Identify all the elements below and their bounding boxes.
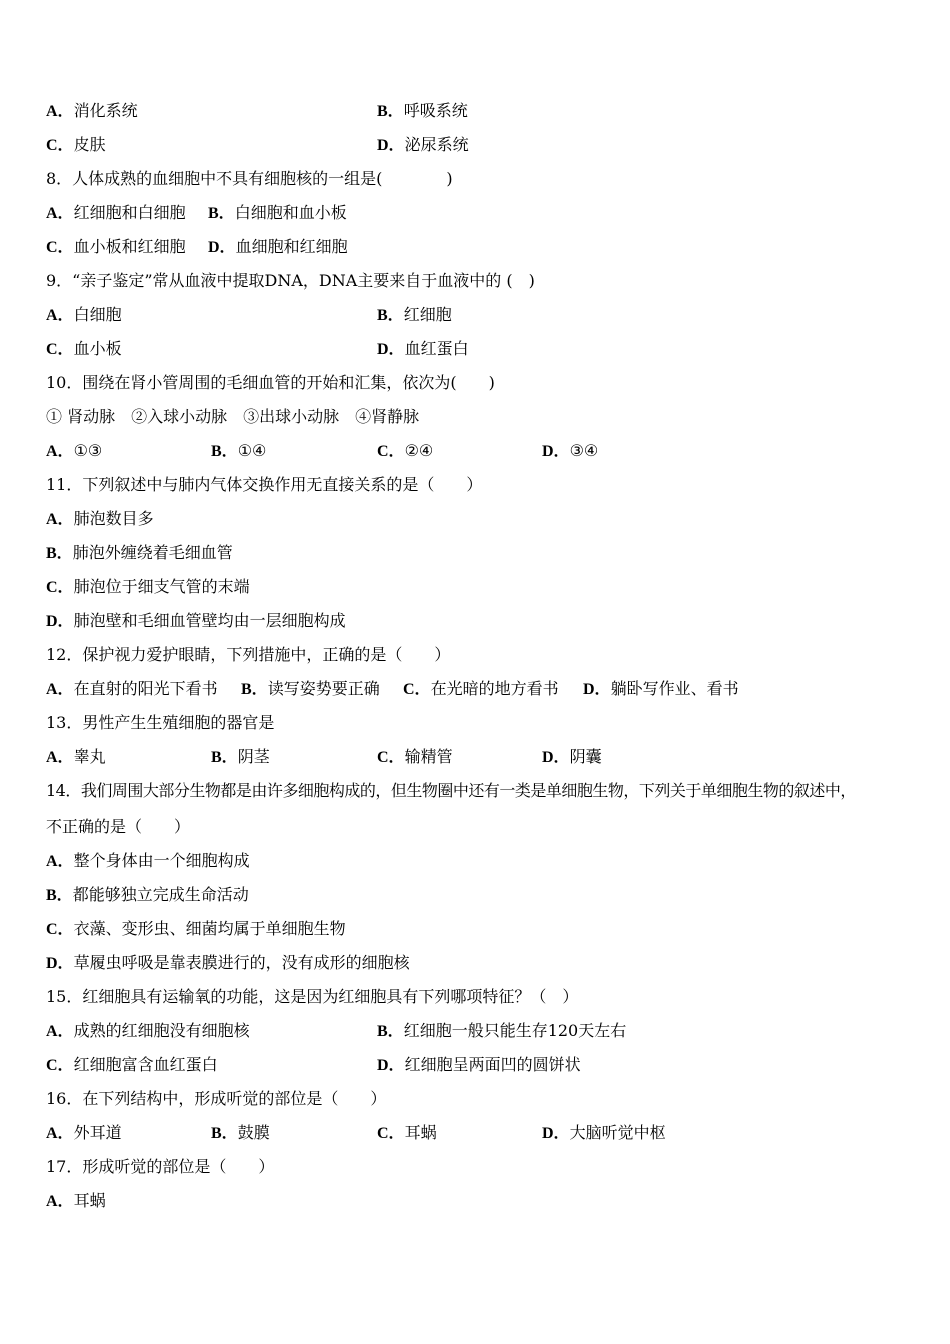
q8-option-c[interactable]: C．血小板和红细胞	[46, 237, 186, 256]
q14-option-b[interactable]: B．都能够独立完成生命活动	[46, 885, 249, 904]
q10-stem: 10．围绕在肾小管周围的毛细血管的开始和汇集，依次为( )	[46, 373, 495, 392]
q10-option-c[interactable]: C．②④	[377, 441, 434, 460]
q17-option-a[interactable]: A．耳蜗	[46, 1191, 106, 1210]
q7-option-d[interactable]: D．泌尿系统	[377, 135, 469, 154]
q7-option-a[interactable]: A．消化系统	[46, 101, 138, 120]
q16-option-d[interactable]: D．大脑听觉中枢	[542, 1123, 666, 1142]
q15-option-d[interactable]: D．红细胞呈两面凹的圆饼状	[377, 1055, 581, 1074]
q11-option-d[interactable]: D．肺泡壁和毛细血管壁均由一层细胞构成	[46, 611, 346, 630]
q12-option-d[interactable]: D．躺卧写作业、看书	[583, 679, 739, 698]
q13-option-a[interactable]: A．睾丸	[46, 747, 106, 766]
q12-stem: 12．保护视力爱护眼睛，下列措施中，正确的是（ ）	[46, 645, 451, 664]
q11-option-b[interactable]: B．肺泡外缠绕着毛细血管	[46, 543, 233, 562]
q10-items: ① 肾动脉 ②入球小动脉 ③出球小动脉 ④肾静脉	[46, 407, 420, 426]
q16-option-c[interactable]: C．耳蜗	[377, 1123, 437, 1142]
q14-stem-line-2: 不正确的是（ ）	[46, 817, 191, 836]
q11-option-c[interactable]: C．肺泡位于细支气管的末端	[46, 577, 250, 596]
q15-stem: 15．红细胞具有运输氧的功能，这是因为红细胞具有下列哪项特征？（ ）	[46, 987, 579, 1006]
q9-option-b[interactable]: B．红细胞	[377, 305, 452, 324]
q15-option-c[interactable]: C．红细胞富含血红蛋白	[46, 1055, 218, 1074]
q14-option-a[interactable]: A．整个身体由一个细胞构成	[46, 851, 250, 870]
q13-stem: 13．男性产生生殖细胞的器官是	[46, 713, 275, 732]
q16-stem: 16．在下列结构中，形成听觉的部位是（ ）	[46, 1089, 387, 1108]
q13-option-b[interactable]: B．阴茎	[211, 747, 270, 766]
q12-option-b[interactable]: B．读写姿势要正确	[241, 679, 380, 698]
q7-option-c[interactable]: C．皮肤	[46, 135, 106, 154]
q14-option-c[interactable]: C．衣藻、变形虫、细菌均属于单细胞生物	[46, 919, 346, 938]
q13-option-c[interactable]: C．输精管	[377, 747, 453, 766]
q8-stem: 8．人体成熟的血细胞中不具有细胞核的一组是( )	[46, 169, 453, 188]
q17-stem: 17．形成听觉的部位是（ ）	[46, 1157, 275, 1176]
q8-option-b[interactable]: B．白细胞和血小板	[208, 203, 347, 222]
q12-option-c[interactable]: C．在光暗的地方看书	[403, 679, 559, 698]
q10-option-b[interactable]: B．①④	[211, 441, 267, 460]
q9-option-d[interactable]: D．血红蛋白	[377, 339, 469, 358]
q7-option-b[interactable]: B．呼吸系统	[377, 101, 468, 120]
q10-option-d[interactable]: D．③④	[542, 441, 599, 460]
q15-option-b[interactable]: B．红细胞一般只能生存120天左右	[377, 1021, 627, 1040]
q10-option-a[interactable]: A．①③	[46, 441, 103, 460]
q13-option-d[interactable]: D．阴囊	[542, 747, 602, 766]
q16-option-b[interactable]: B．鼓膜	[211, 1123, 270, 1142]
q8-option-d[interactable]: D．血细胞和红细胞	[208, 237, 348, 256]
q16-option-a[interactable]: A．外耳道	[46, 1123, 122, 1142]
q11-option-a[interactable]: A．肺泡数目多	[46, 509, 154, 528]
q11-stem: 11．下列叙述中与肺内气体交换作用无直接关系的是（ ）	[46, 475, 483, 494]
q15-option-a[interactable]: A．成熟的红细胞没有细胞核	[46, 1021, 250, 1040]
q14-option-d[interactable]: D．草履虫呼吸是靠表膜进行的，没有成形的细胞核	[46, 953, 410, 972]
q8-option-a[interactable]: A．红细胞和白细胞	[46, 203, 186, 222]
q9-option-c[interactable]: C．血小板	[46, 339, 122, 358]
q14-stem-line-1: 14．我们周围大部分生物都是由许多细胞构成的，但生物圈中还有一类是单细胞生物，下列关于单细胞生物的叙述中，	[46, 781, 856, 800]
q9-option-a[interactable]: A．白细胞	[46, 305, 122, 324]
q12-option-a[interactable]: A．在直射的阳光下看书	[46, 679, 218, 698]
q9-stem: 9．“亲子鉴定”常从血液中提取DNA，DNA主要来自于血液中的 ( )	[46, 271, 535, 290]
